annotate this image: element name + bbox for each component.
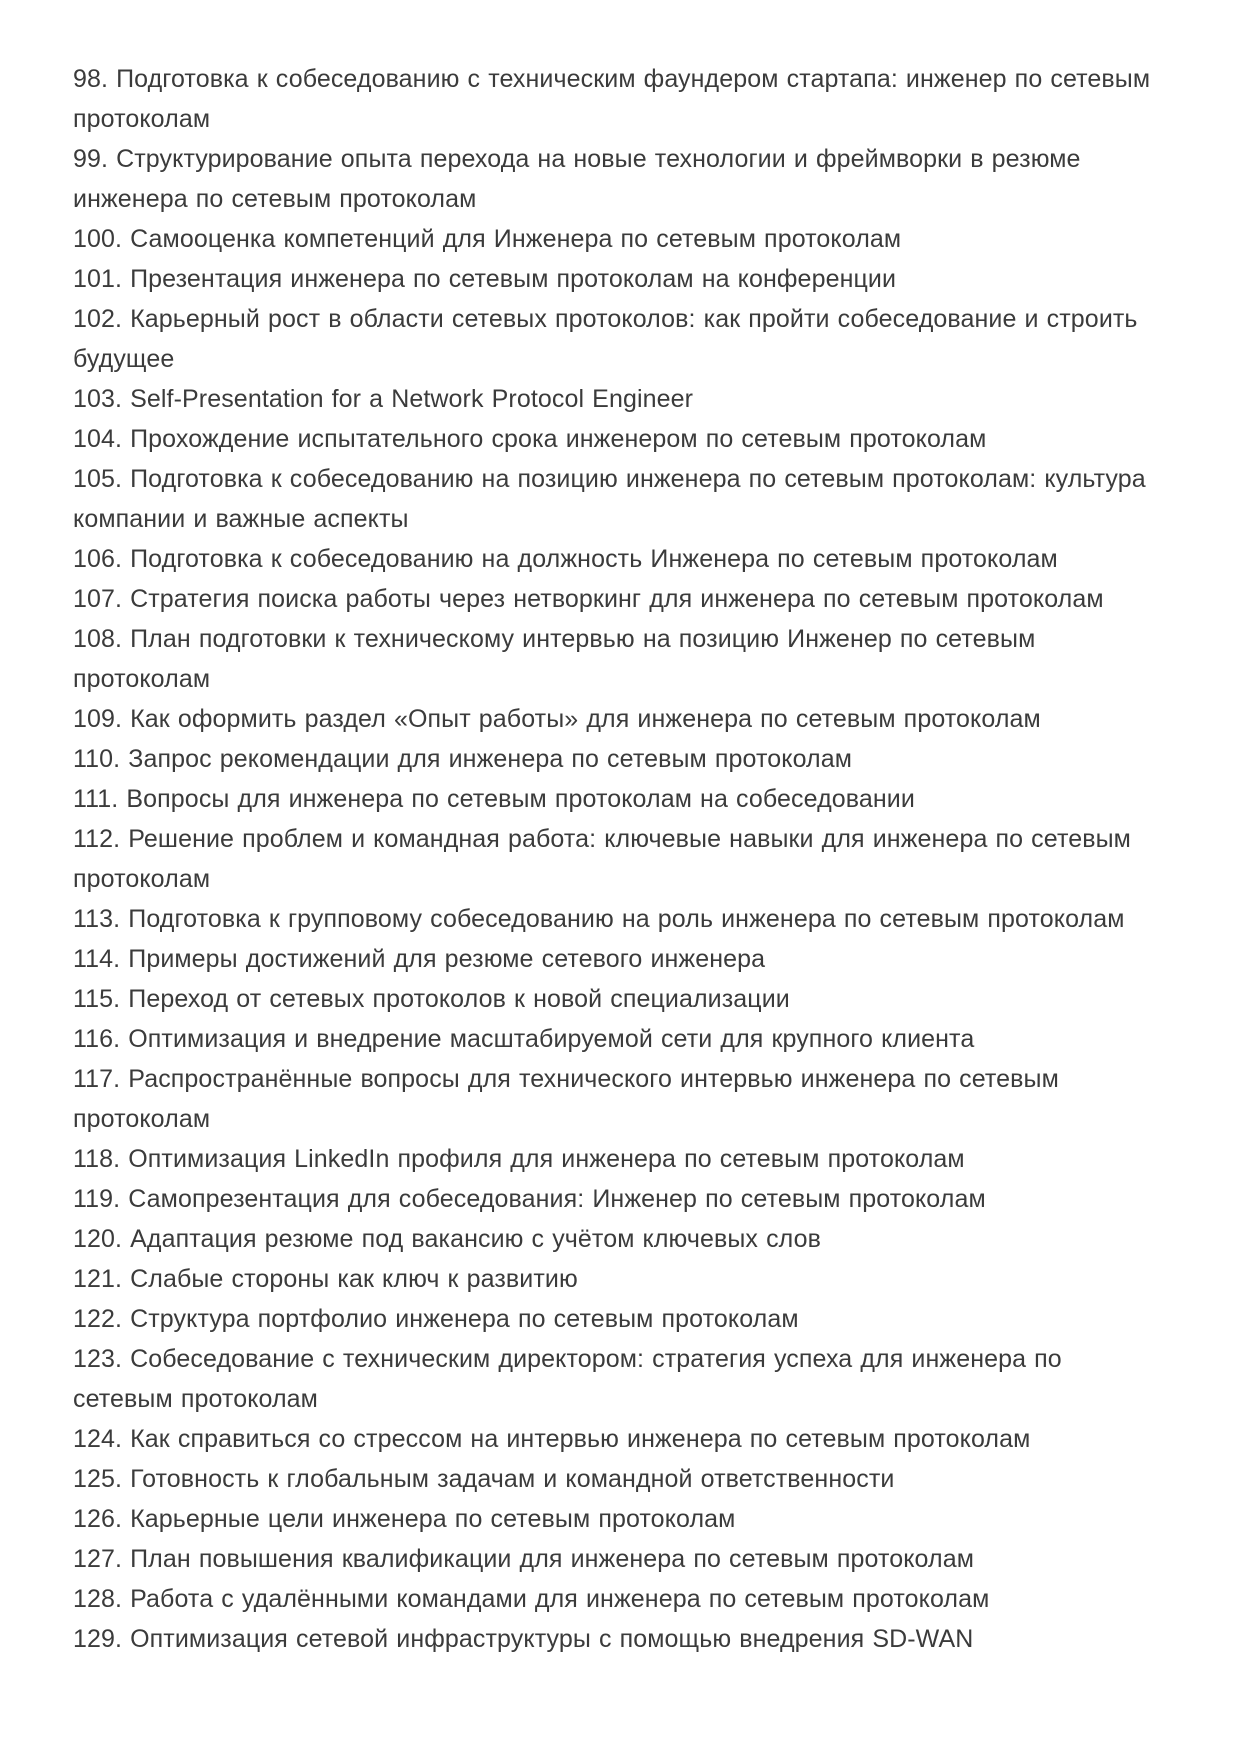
list-item: 108. План подготовки к техническому интервью на позицию Инженер по сетевым протоколам (73, 625, 1036, 693)
list-item: 128. Работа с удалёнными командами для инженера по сетевым протоколам (73, 1585, 990, 1613)
list-item: 123. Собеседование с техническим директором: стратегия успеха для инженера по сетевым протоколам (73, 1345, 1062, 1413)
list-item: 105. Подготовка к собеседованию на позицию инженера по сетевым протоколам: культура компании и важные аспекты (73, 465, 1146, 533)
list-item: 113. Подготовка к групповому собеседованию на роль инженера по сетевым протоколам (73, 905, 1125, 933)
list-item: 127. План повышения квалификации для инженера по сетевым протоколам (73, 1545, 974, 1573)
list-item: 129. Оптимизация сетевой инфраструктуры с помощью внедрения SD-WAN (73, 1625, 974, 1653)
list-item: 117. Распространённые вопросы для технического интервью инженера по сетевым протоколам (73, 1065, 1059, 1133)
list-item: 98. Подготовка к собеседованию с техническим фаундером стартапа: инженер по сетевым протоколам (73, 65, 1151, 133)
list-item: 122. Структура портфолио инженера по сетевым протоколам (73, 1305, 799, 1333)
list-item: 111. Вопросы для инженера по сетевым протоколам на собеседовании (73, 785, 915, 813)
list-item: 114. Примеры достижений для резюме сетевого инженера (73, 945, 766, 973)
list-item: 120. Адаптация резюме под вакансию с учётом ключевых слов (73, 1225, 822, 1253)
list-item: 109. Как оформить раздел «Опыт работы» для инженера по сетевым протоколам (73, 705, 1041, 733)
list-item: 99. Структурирование опыта перехода на новые технологии и фреймворки в резюме инженера по сетевым протоколам (73, 145, 1081, 213)
list-item: 121. Слабые стороны как ключ к развитию (73, 1265, 578, 1293)
list-item: 116. Оптимизация и внедрение масштабируемой сети для крупного клиента (73, 1025, 975, 1053)
list-item: 102. Карьерный рост в области сетевых протоколов: как пройти собеседование и строить будущее (73, 305, 1138, 373)
list-item: 126. Карьерные цели инженера по сетевым протоколам (73, 1505, 736, 1533)
list-item: 107. Стратегия поиска работы через нетворкинг для инженера по сетевым протоколам (73, 585, 1104, 613)
list-item: 103. Self-Presentation for a Network Protocol Engineer (73, 385, 694, 413)
list-item: 106. Подготовка к собеседованию на должность Инженера по сетевым протоколам (73, 545, 1058, 573)
list-item: 104. Прохождение испытательного срока инженером по сетевым протоколам (73, 425, 987, 453)
list-item: 101. Презентация инженера по сетевым протоколам на конференции (73, 265, 897, 293)
list-item: 100. Самооценка компетенций для Инженера по сетевым протоколам (73, 225, 902, 253)
list-item: 125. Готовность к глобальным задачам и командной ответственности (73, 1465, 895, 1493)
list-item: 110. Запрос рекомендации для инженера по сетевым протоколам (73, 745, 853, 773)
list-item: 115. Переход от сетевых протоколов к новой специализации (73, 985, 790, 1013)
list-item: 124. Как справиться со стрессом на интервью инженера по сетевым протоколам (73, 1425, 1031, 1453)
list-item: 119. Самопрезентация для собеседования: Инженер по сетевым протоколам (73, 1185, 986, 1213)
list-item: 112. Решение проблем и командная работа: ключевые навыки для инженера по сетевым протоколам (73, 825, 1131, 893)
list-item: 118. Оптимизация LinkedIn профиля для инженера по сетевым протоколам (73, 1145, 965, 1173)
item-list (73, 59, 1169, 1659)
